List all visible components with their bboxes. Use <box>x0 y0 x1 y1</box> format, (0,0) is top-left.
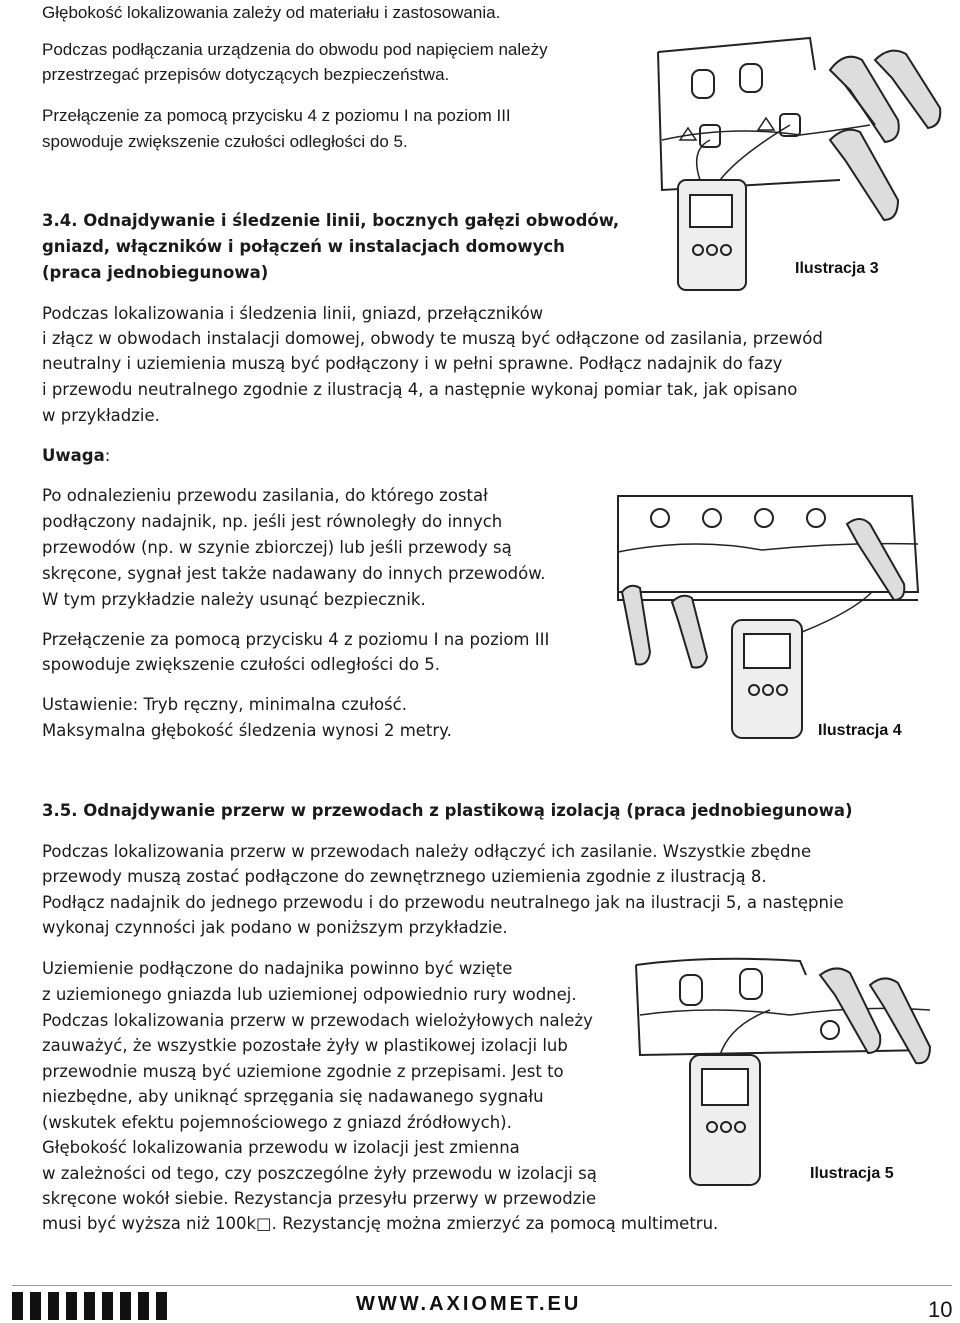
footer-bar <box>156 1292 167 1320</box>
footer-bar <box>138 1292 149 1320</box>
s34-paragraph-line: Podczas lokalizowania i śledzenia linii, gniazd, przełączników <box>42 304 544 323</box>
note-line: skręcone, sygnał jest także nadawany do innych przewodów. <box>42 564 546 583</box>
s35-ground-line: w zależności od tego, czy poszczególne żyły przewodu w izolacji są <box>42 1164 597 1183</box>
wall-socket-illustration-5 <box>630 955 950 1205</box>
switch-line-1: Przełączenie za pomocą przycisku 4 z poziomu I na poziom III <box>42 630 550 649</box>
note-line: podłączony nadajnik, np. jeśli jest równoległy do innych <box>42 512 503 531</box>
illustration-3-caption: Ilustracja 3 <box>795 260 879 277</box>
s35-paragraph-line: Podłącz nadajnik do jednego przewodu i do przewodu neutralnego jak na ilustracji 5, a następnie <box>42 893 844 912</box>
section-3-5-heading: 3.5. Odnajdywanie przerw w przewodach z plastikową izolacją (praca jednobiegunowa) <box>42 801 853 820</box>
s34-paragraph-line: i złącz w obwodach instalacji domowej, obwody te muszą być odłączone od zasilania, przewód <box>42 329 823 348</box>
s35-ground-line: Uziemienie podłączone do nadajnika powinno być wzięte <box>42 959 513 978</box>
safety-line-1: Podczas podłączania urządzenia do obwodu pod napięciem należy <box>42 40 548 59</box>
illustration-3 <box>640 30 950 300</box>
intro-line: Głębokość lokalizowania zależy od materiału i zastosowania. <box>42 3 501 22</box>
note-heading <box>42 443 110 469</box>
footer-barcode-decoration <box>12 1292 167 1320</box>
footer-divider <box>12 1285 952 1286</box>
footer-bar <box>84 1292 95 1320</box>
wall-socket-illustration-4 <box>612 492 942 752</box>
s35-paragraph-line: wykonaj czynności jak podano w poniższym przykładzie. <box>42 918 508 937</box>
illustration-5 <box>630 955 950 1205</box>
setting-line-1: Ustawienie: Tryb ręczny, minimalna czułość. <box>42 695 407 714</box>
s35-ground-line: przewodnie muszą być uziemione zgodnie z przepisami. Jest to <box>42 1062 564 1081</box>
footer-bar <box>30 1292 41 1320</box>
section-3-4-heading-2: gniazd, włączników i połączeń w instalacjach domowych <box>42 237 565 256</box>
note-line: Po odnalezieniu przewodu zasilania, do którego został <box>42 486 488 505</box>
s35-ground-line: niezbędne, aby uniknąć sprzęgania się nadawanego sygnału <box>42 1087 544 1106</box>
footer-bar <box>12 1292 23 1320</box>
s35-paragraph-line: przewody muszą zostać podłączone do zewnętrznego uziemienia zgodnie z ilustracją 8. <box>42 867 767 886</box>
footer-url[interactable]: WWW.AXIOMET.EU <box>356 1293 582 1315</box>
sensitivity-line-2: spowoduje zwiększenie czułości odległości do 5. <box>42 132 408 151</box>
s34-paragraph-line: w przykładzie. <box>42 406 160 425</box>
illustration-4-caption: Ilustracja 4 <box>818 722 902 739</box>
safety-line-2: przestrzegać przepisów dotyczących bezpieczeństwa. <box>42 65 450 84</box>
switch-line-2: spowoduje zwiększenie czułości odległości do 5. <box>42 655 441 674</box>
s35-ground-line: skręcone wokół siebie. Rezystancja przesyłu przerwy w przewodzie <box>42 1189 597 1208</box>
s35-ground-line: zauważyć, że wszystkie pozostałe żyły w plastikowej izolacji lub <box>42 1036 568 1055</box>
setting-line-2: Maksymalna głębokość śledzenia wynosi 2 metry. <box>42 721 452 740</box>
section-3-4-heading-1: 3.4. Odnajdywanie i śledzenie linii, bocznych gałęzi obwodów, <box>42 211 620 230</box>
note-label: Uwaga <box>42 446 105 465</box>
s35-ground-line: Głębokość lokalizowania przewodu w izolacji jest zmienna <box>42 1138 520 1157</box>
s35-ground-line: (wskutek efektu pojemnościowego z gniazd źródłowych). <box>42 1113 512 1132</box>
s35-ground-line: z uziemionego gniazda lub uziemionej odpowiednio rury wodnej. <box>42 985 577 1004</box>
s35-paragraph-line: Podczas lokalizowania przerw w przewodach należy odłączyć ich zasilanie. Wszystkie zbędne <box>42 842 812 861</box>
note-colon: : <box>104 446 111 465</box>
sensitivity-line-1: Przełączenie za pomocą przycisku 4 z poziomu I na poziom III <box>42 106 511 125</box>
footer-bar <box>48 1292 59 1320</box>
s35-ground-line: musi być wyższa niż 100k□. Rezystancję można zmierzyć za pomocą multimetru. <box>42 1214 719 1233</box>
note-line: W tym przykładzie należy usunąć bezpiecznik. <box>42 590 426 609</box>
footer-bar <box>102 1292 113 1320</box>
note-line: przewodów (np. w szynie zbiorczej) lub jeśli przewody są <box>42 538 512 557</box>
s35-ground-line: Podczas lokalizowania przerw w przewodach wielożyłowych należy <box>42 1011 593 1030</box>
section-3-4-heading-3: (praca jednobiegunowa) <box>42 263 269 282</box>
footer-bar <box>120 1292 131 1320</box>
illustration-4 <box>612 492 942 752</box>
footer-bar <box>66 1292 77 1320</box>
s34-paragraph-line: i przewodu neutralnego zgodnie z ilustracją 4, a następnie wykonaj pomiar tak, jak opisano <box>42 380 798 399</box>
page-number: 10 <box>928 1297 953 1322</box>
illustration-5-caption: Ilustracja 5 <box>810 1165 894 1182</box>
s34-paragraph-line: neutralny i uziemienia muszą być podłączony i w pełni sprawne. Podłącz nadajnik do fazy <box>42 354 783 373</box>
